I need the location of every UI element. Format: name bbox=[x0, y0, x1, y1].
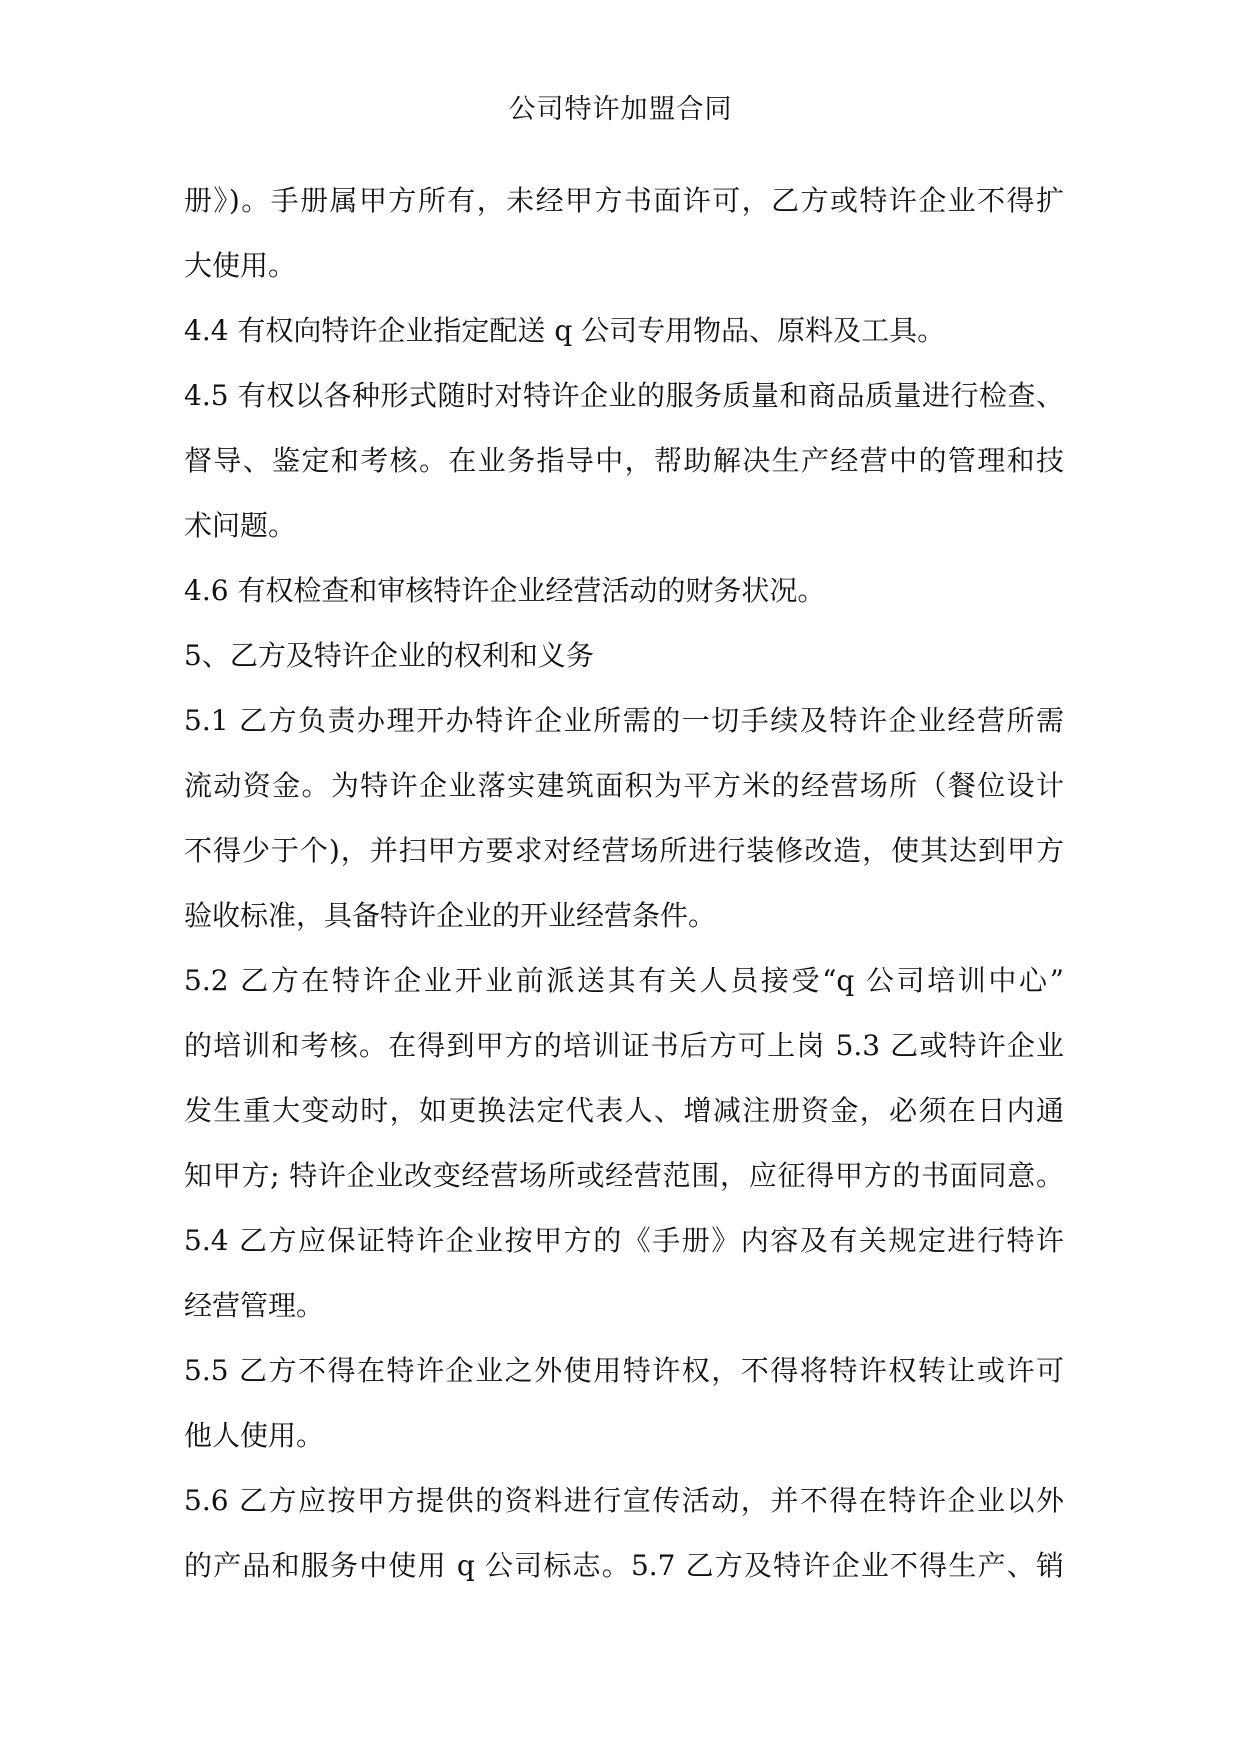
text-line: 的培训和考核。在得到甲方的培训证书后方可上岗 5.3 乙或特许企业 bbox=[184, 1029, 1064, 1062]
text-line: 督导、鉴定和考核。在业务指导中，帮助解决生产经营中的管理和技 bbox=[184, 444, 1064, 477]
text-line: 知甲方; 特许企业改变经营场所或经营范围，应征得甲方的书面同意。 bbox=[184, 1159, 1064, 1192]
document-body bbox=[184, 168, 1064, 1598]
text-line: 册》)。手册属甲方所有，未经甲方书面许可，乙方或特许企业不得扩 bbox=[184, 184, 1064, 217]
text-line: 发生重大变动时，如更换法定代表人、增减注册资金，必须在日内通 bbox=[184, 1094, 1064, 1127]
text-line: 4.4 有权向特许企业指定配送 q 公司专用物品、原料及工具。 bbox=[184, 314, 946, 347]
text-line: 不得少于个)，并扫甲方要求对经营场所进行装修改造，使其达到甲方 bbox=[184, 834, 1064, 867]
text-line: 5.5 乙方不得在特许企业之外使用特许权，不得将特许权转让或许可 bbox=[184, 1354, 1064, 1387]
text-line: 5.6 乙方应按甲方提供的资料进行宣传活动，并不得在特许企业以外 bbox=[184, 1484, 1064, 1517]
text-line: 流动资金。为特许企业落实建筑面积为平方米的经营场所（餐位设计 bbox=[184, 769, 1064, 802]
text-line: 术问题。 bbox=[184, 509, 297, 542]
text-line: 5.1 乙方负责办理开办特许企业所需的一切手续及特许企业经营所需 bbox=[184, 704, 1064, 737]
page-header: 公司特许加盟合同 bbox=[508, 94, 733, 125]
text-line: 5.4 乙方应保证特许企业按甲方的《手册》内容及有关规定进行特许 bbox=[184, 1224, 1064, 1257]
text-line: 经营管理。 bbox=[184, 1289, 325, 1322]
text-line: 5.2 乙方在特许企业开业前派送其有关人员接受“q 公司培训中心” bbox=[184, 964, 1064, 997]
text-line: 5、乙方及特许企业的权利和义务 bbox=[184, 639, 594, 672]
text-line: 验收标准，具备特许企业的开业经营条件。 bbox=[184, 899, 717, 932]
text-line: 的产品和服务中使用 q 公司标志。5.7 乙方及特许企业不得生产、销 bbox=[184, 1549, 1064, 1582]
text-line: 他人使用。 bbox=[184, 1419, 325, 1452]
text-line: 大使用。 bbox=[184, 249, 297, 282]
text-line: 4.5 有权以各种形式随时对特许企业的服务质量和商品质量进行检查、 bbox=[184, 379, 1064, 412]
text-line: 4.6 有权检查和审核特许企业经营活动的财务状况。 bbox=[184, 574, 826, 607]
